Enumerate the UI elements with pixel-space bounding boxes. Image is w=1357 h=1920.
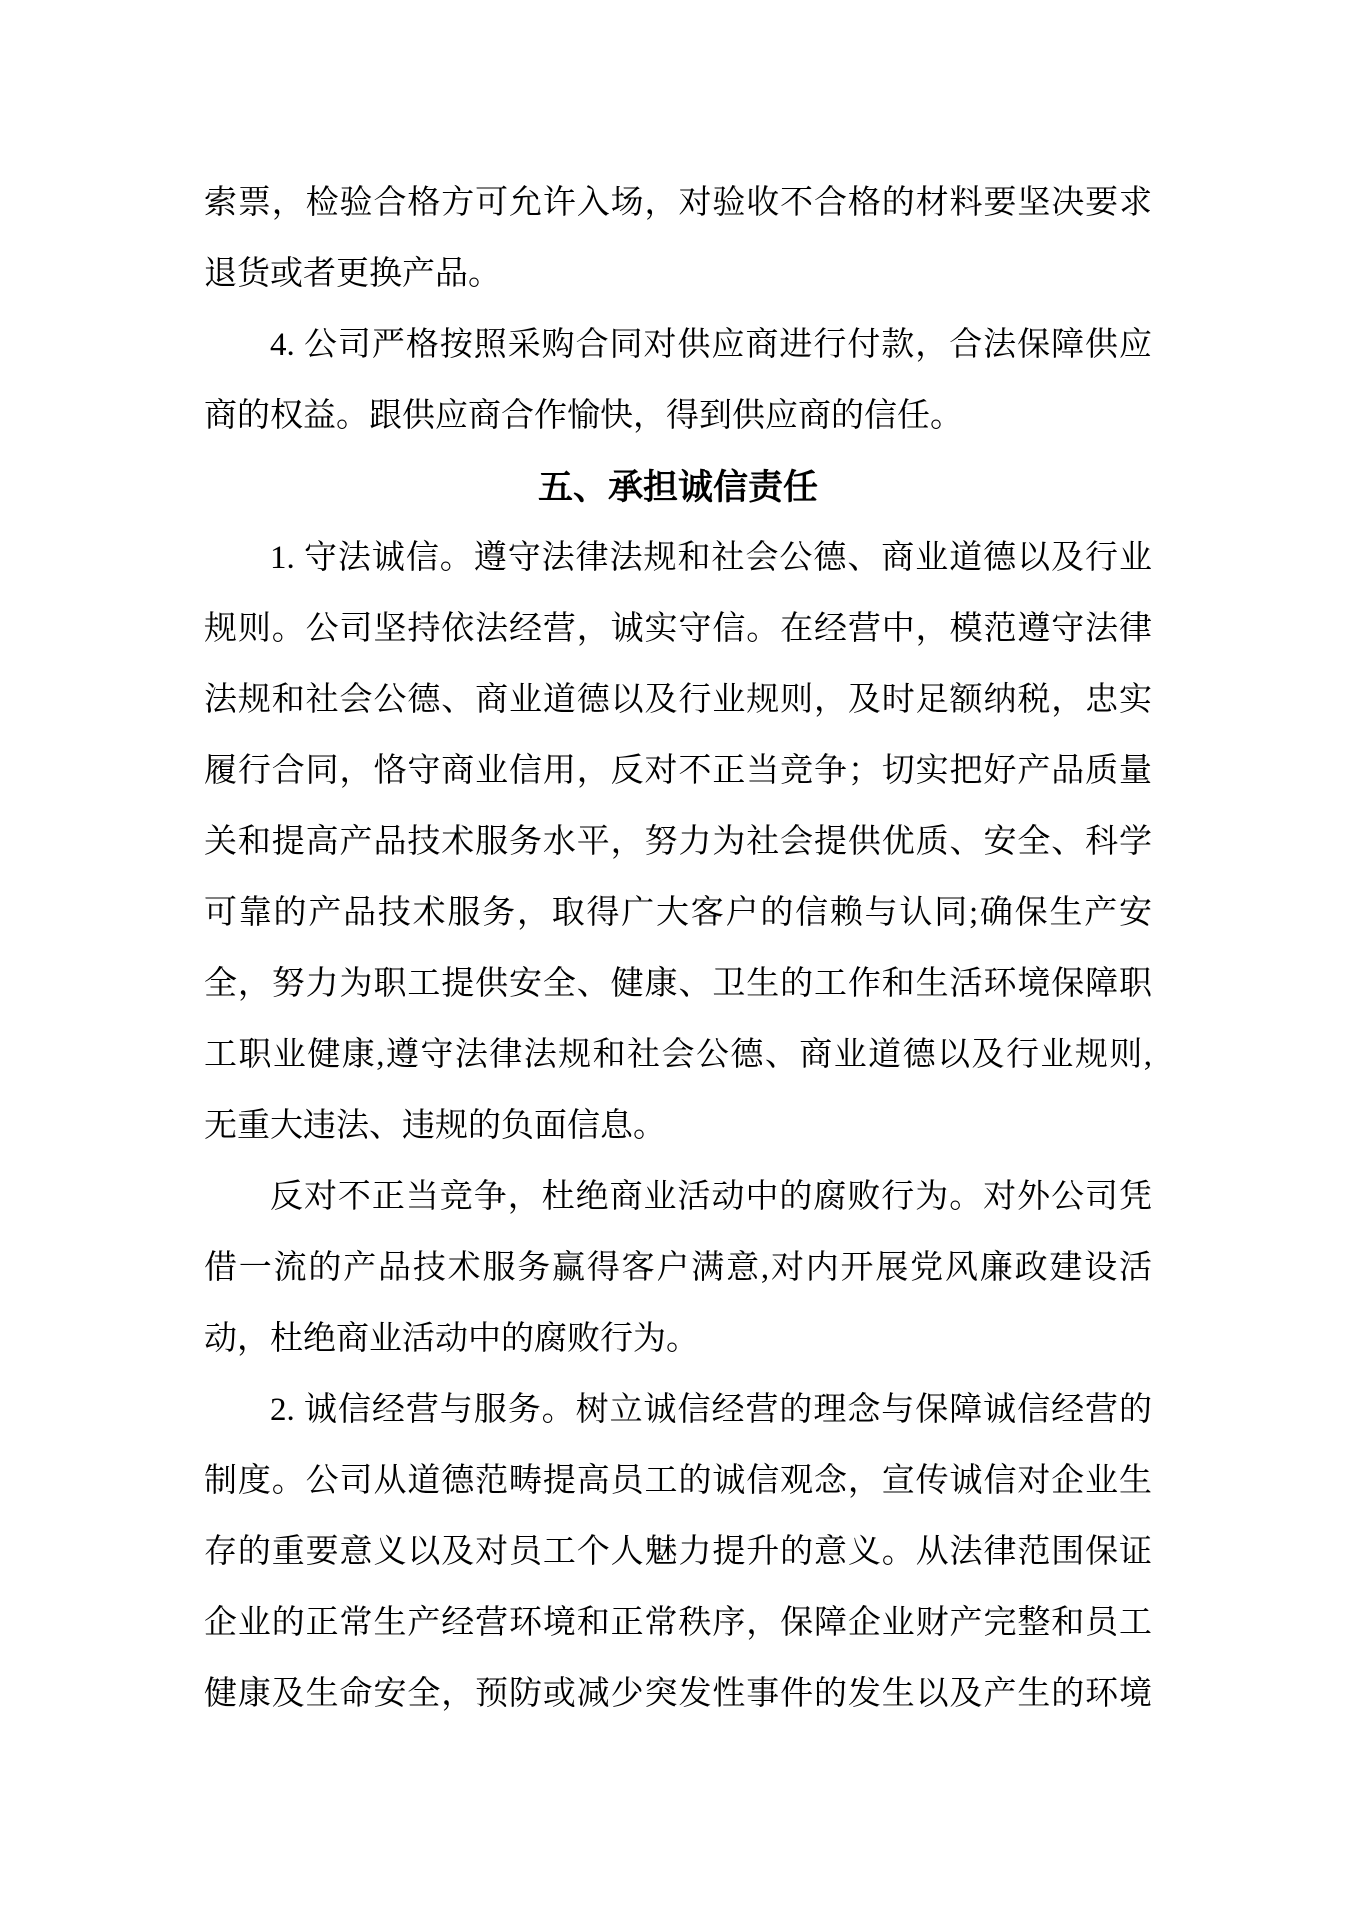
- text-line: 借一流的产品技术服务赢得客户满意,对内开展党风廉政建设活: [204, 1250, 1152, 1286]
- text-line: 规则。公司坚持依法经营，诚实守信。在经营中，模范遵守法律: [204, 611, 1152, 647]
- text-line: 全，努力为职工提供安全、健康、卫生的工作和生活环境保障职: [204, 966, 1152, 1002]
- text-line: 1. 守法诚信。遵守法律法规和社会公德、商业道德以及行业: [270, 540, 1152, 576]
- document-content: [204, 168, 1152, 1730]
- text-line: 4. 公司严格按照采购合同对供应商进行付款，合法保障供应: [270, 327, 1152, 363]
- text-line: 履行合同，恪守商业信用，反对不正当竞争；切实把好产品质量: [204, 753, 1152, 789]
- text-line: 反对不正当竞争，杜绝商业活动中的腐败行为。对外公司凭: [270, 1179, 1152, 1215]
- text-line: 企业的正常生产经营环境和正常秩序，保障企业财产完整和员工: [204, 1605, 1152, 1641]
- text-line: 2. 诚信经营与服务。树立诚信经营的理念与保障诚信经营的: [270, 1392, 1152, 1428]
- text-line: 索票，检验合格方可允许入场，对验收不合格的材料要坚决要求: [204, 185, 1152, 221]
- text-line: 无重大违法、违规的负面信息。: [204, 1108, 666, 1144]
- text-line: 动，杜绝商业活动中的腐败行为。: [204, 1321, 699, 1357]
- text-line: 关和提高产品技术服务水平，努力为社会提供优质、安全、科学: [204, 824, 1152, 860]
- text-line: 制度。公司从道德范畴提高员工的诚信观念，宣传诚信对企业生: [204, 1463, 1152, 1499]
- text-line: 可靠的产品技术服务，取得广大客户的信赖与认同;确保生产安: [204, 895, 1152, 931]
- text-line: 存的重要意义以及对员工个人魅力提升的意义。从法律范围保证: [204, 1534, 1152, 1570]
- section-heading: 五、承担诚信责任: [537, 468, 818, 507]
- text-line: 退货或者更换产品。: [204, 256, 501, 292]
- text-line: 商的权益。跟供应商合作愉快，得到供应商的信任。: [204, 398, 963, 434]
- text-line: 健康及生命安全，预防或减少突发性事件的发生以及产生的环境: [204, 1676, 1152, 1712]
- text-line: 法规和社会公德、商业道德以及行业规则，及时足额纳税，忠实: [204, 682, 1152, 718]
- text-line: 工职业健康,遵守法律法规和社会公德、商业道德以及行业规则,: [204, 1037, 1152, 1073]
